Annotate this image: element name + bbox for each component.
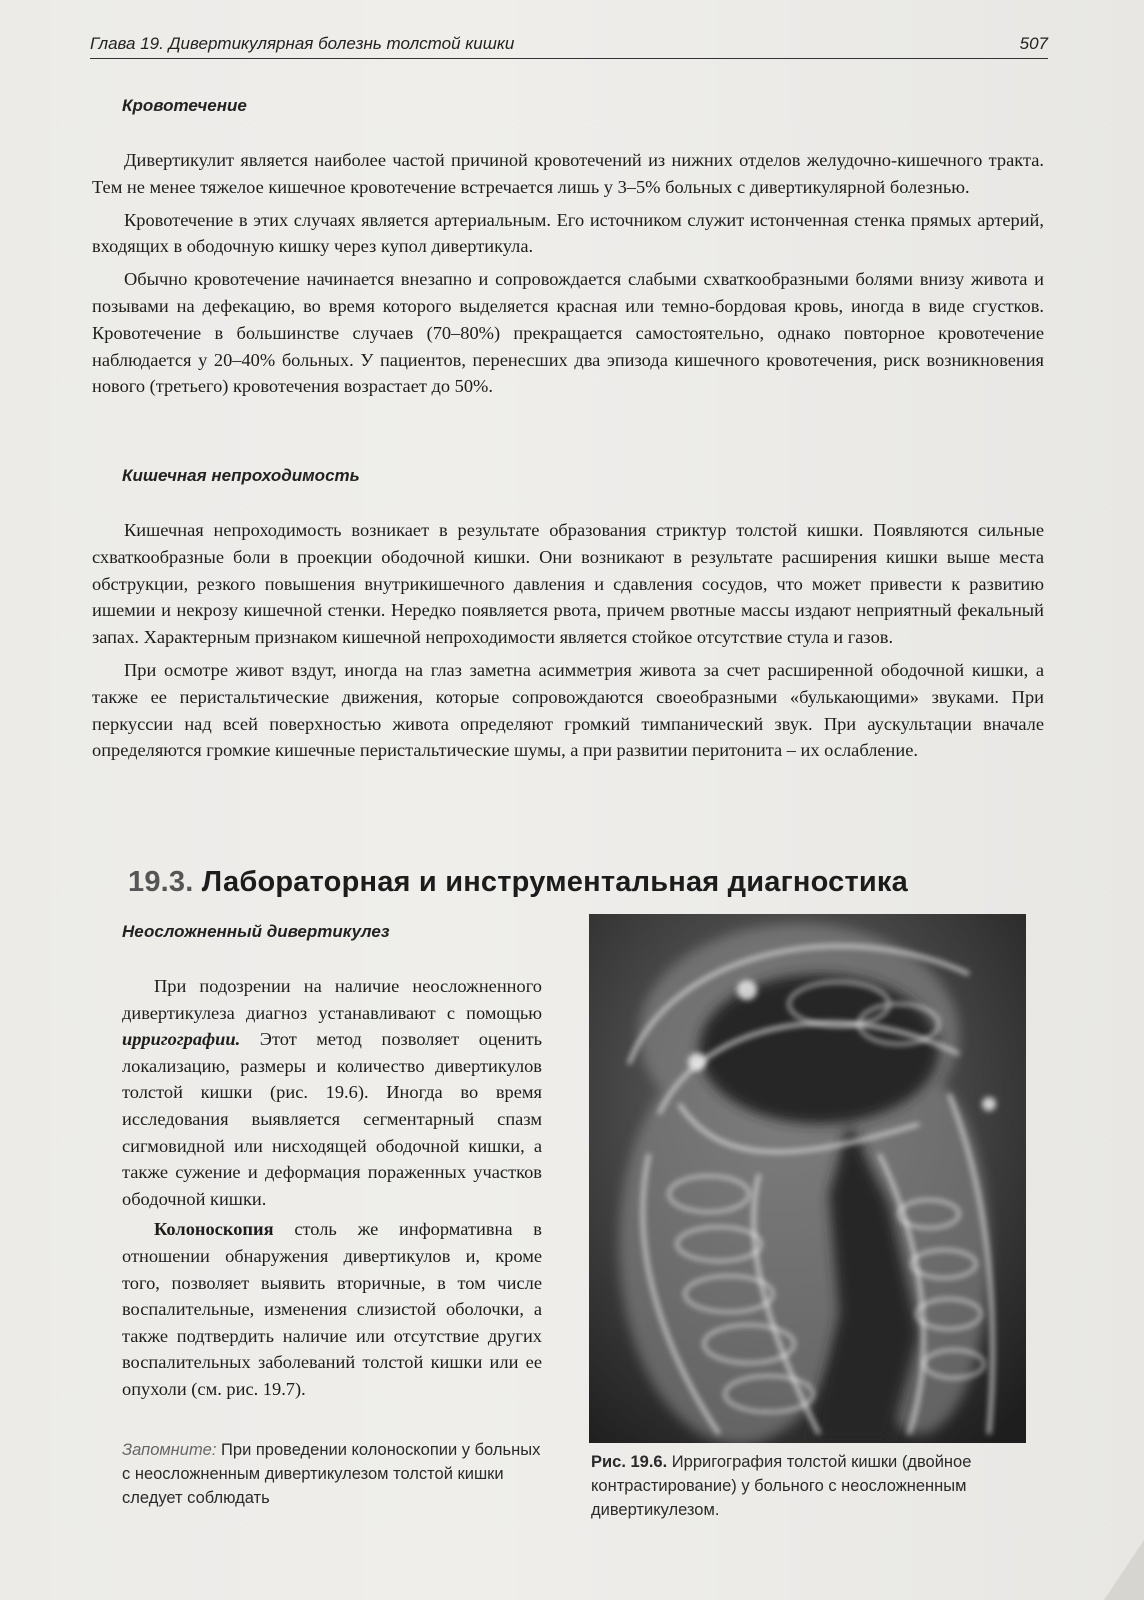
xray-image	[589, 914, 1026, 1443]
bleeding-text	[92, 147, 1044, 400]
term-irrigography: ирригографии.	[122, 1029, 241, 1050]
paragraph: При осмотре живот вздут, иногда на глаз заметна асимметрия живота за счет расширенной ободочной кишки, а также ее перистальтические движения, которые сопровождаются своеобразными «булькающими» звуками. При перкуссии над всей поверхностью живота определяют громкий тимпанический звук. При аускультации вначале определяются громкие кишечные перистальтические шумы, а при развитии перитонита – их ослабление.	[92, 659, 1044, 761]
subheading-uncomplicated: Неосложненный дивертикулез	[122, 922, 390, 941]
diagnostics-text	[122, 973, 542, 1403]
term-colonoscopy: Колоноскопия	[154, 1219, 274, 1240]
subheading-bleeding: Кровотечение	[122, 96, 247, 115]
section-number: 19.3.	[128, 866, 194, 898]
paragraph-irrigography: При подозрении на наличие неосложненного дивертикулеза диагноз устанавливают с помощью ирригографии. Этот метод позволяет оценить локализацию, размеры и количество дивертикулов толстой кишки (рис. 19.6). Иногда во время исследования выявляется сегментарный спазм сигмовидной или нисходящей ободочной кишки, а также сужение и деформация пораженных участков ободочной кишки.	[122, 976, 542, 1209]
remember-text: При проведении колоноскопии у больных с неосложненным дивертикулезом толстой кишки следует соблюдать	[122, 1441, 541, 1507]
section-title-text: Лабораторная и инструментальная диагностика	[201, 866, 908, 898]
running-header	[90, 34, 1048, 59]
chapter-title: Глава 19. Дивертикулярная болезнь толстой кишки	[90, 34, 515, 53]
paragraph: Дивертикулит является наиболее частой причиной кровотечений из нижних отделов желудочно-кишечного тракта. Тем не менее тяжелое кишечное кровотечение встречается лишь у 3–5% больных с дивертикулярной болезнью.	[92, 150, 1044, 197]
figure-caption	[591, 1450, 1041, 1522]
remember-note	[122, 1438, 542, 1510]
subheading-obstruction: Кишечная непроходимость	[122, 466, 360, 485]
obstruction-text	[92, 517, 1044, 764]
paragraph: Обычно кровотечение начинается внезапно и сопровождается слабыми схваткообразными болями внизу живота и позывами на дефекацию, во время которого выделяется красная или темно-бордовая кровь, иногда в виде сгустков. Кровотечение в большинстве случаев (70–80%) прекращается самостоятельно, однако повторное кровотечение наблюдается у 20–40% больных. У пациентов, перенесших два эпизода кишечного кровотечения, риск возникновения нового (третьего) кровотечения возрастает до 50%.	[92, 269, 1044, 397]
paragraph: Кишечная непроходимость возникает в результате образования стриктур толстой кишки. Появляются сильные схваткообразные боли в проекции ободочной кишки. Они возникают в результате расширения кишки выше места обструкции, резкого повышения внутрикишечного давления и сдавления сосудов, что может привести к развитию ишемии и некрозу кишечной стенки. Нередко появляется рвота, причем рвотные массы издают неприятный фекальный запах. Характерным признаком кишечной непроходимости является стойкое отсутствие стула и газов.	[92, 520, 1044, 648]
figure-caption-text: Ирригография толстой кишки (двойное контрастирование) у больного с неосложненным дивертикулезом.	[591, 1453, 972, 1519]
page-curl	[1104, 1540, 1144, 1600]
page-number: 507	[1019, 34, 1048, 53]
figure-label: Рис. 19.6.	[591, 1453, 668, 1471]
paragraph: Кровотечение в этих случаях является артериальным. Его источником служит истонченная стенка прямых артерий, входящих в ободочную кишку через купол дивертикула.	[92, 209, 1044, 257]
remember-label: Запомните:	[122, 1441, 217, 1459]
section-title	[128, 866, 1028, 899]
paragraph-colonoscopy: Колоноскопия столь же информативна в отношении обнаружения дивертикулов и, кроме того, позволяет выявить вторичные, в том числе воспалительные, изменения слизистой оболочки, а также подтвердить наличие или отсутствие других воспалительных заболеваний толстой кишки или ее опухоли (см. рис. 19.7).	[122, 1219, 542, 1399]
